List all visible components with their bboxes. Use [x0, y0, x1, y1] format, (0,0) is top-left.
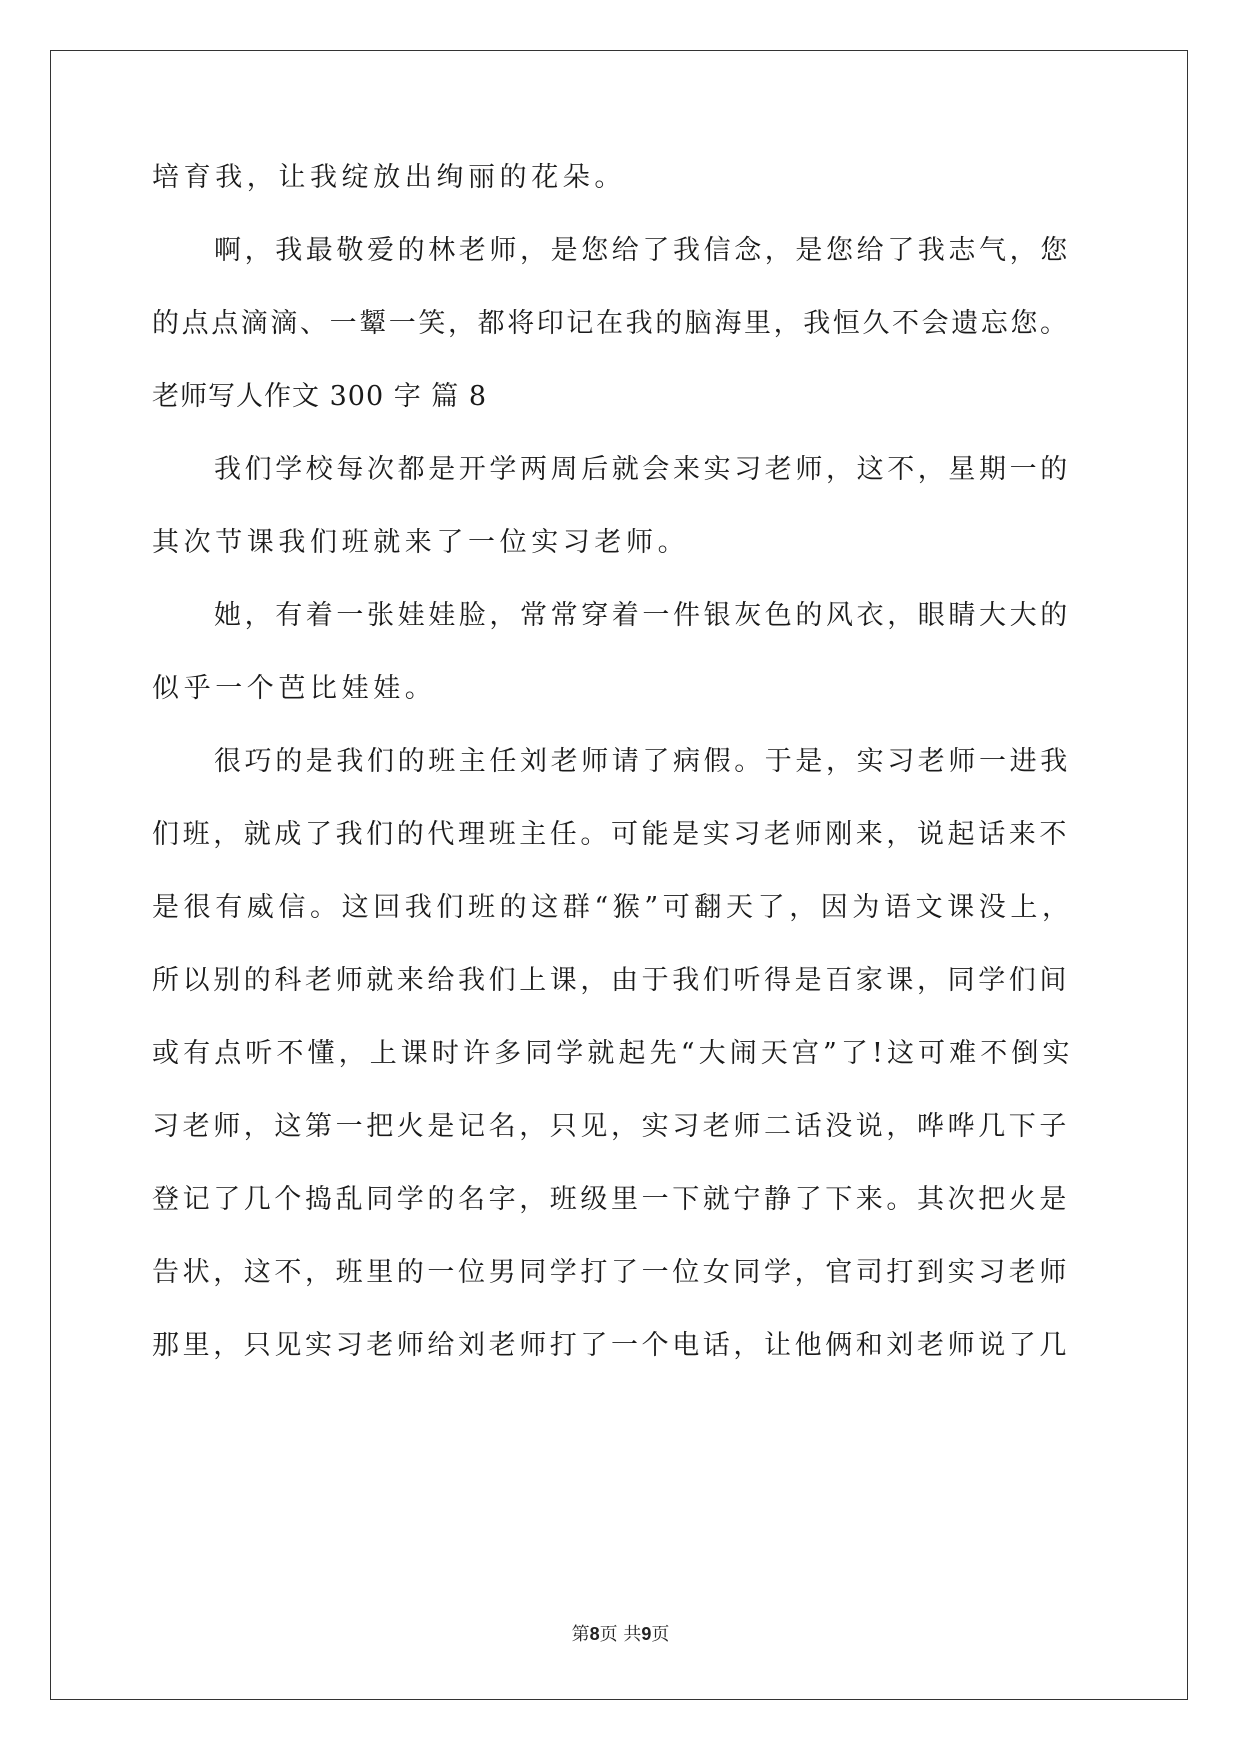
text-line: 的点点滴滴、一颦一笑，都将印记在我的脑海里，我恒久不会遗忘您。 — [152, 308, 1070, 339]
text-line: 培育我，让我绽放出绚丽的花朵。 — [152, 162, 626, 193]
page-total: 9 — [641, 1624, 652, 1644]
page-prefix: 第 — [571, 1624, 590, 1645]
text-line: 习老师，这第一把火是记名，只见，实习老师二话没说，哗哗几下子 — [152, 1111, 1070, 1142]
text-line: 我们学校每次都是开学两周后就会来实习老师，这不，星期一的 — [214, 454, 1071, 485]
page-border — [50, 50, 1188, 1700]
text-line: 很巧的是我们的班主任刘老师请了病假。于是，实习老师一进我 — [214, 746, 1071, 777]
text-line: 告状，这不，班里的一位男同学打了一位女同学，官司打到实习老师 — [152, 1257, 1070, 1288]
page-mid: 页 共 — [599, 1624, 642, 1645]
text-line: 那里，只见实习老师给刘老师打了一个电话，让他俩和刘老师说了几 — [152, 1330, 1070, 1361]
text-line: 登记了几个捣乱同学的名字，班级里一下就宁静了下来。其次把火是 — [152, 1184, 1070, 1215]
section-heading: 老师写人作文 300 字 篇 8 — [152, 381, 488, 412]
text-line: 其次节课我们班就来了一位实习老师。 — [152, 527, 690, 558]
text-line: 或有点听不懂，上课时许多同学就起先“大闹天宫”了!这可难不倒实 — [152, 1038, 1074, 1069]
text-line: 她，有着一张娃娃脸，常常穿着一件银灰色的风衣，眼睛大大的 — [214, 600, 1071, 631]
text-line: 似乎一个芭比娃娃。 — [152, 673, 437, 704]
text-line: 是很有威信。这回我们班的这群“猴”可翻天了，因为语文课没上， — [152, 892, 1074, 923]
text-line: 所以别的科老师就来给我们上课，由于我们听得是百家课，同学们间 — [152, 965, 1070, 996]
page-footer — [0, 1620, 1241, 1646]
text-line: 啊，我最敬爱的林老师，是您给了我信念，是您给了我志气，您 — [214, 235, 1071, 266]
page-suffix: 页 — [651, 1624, 670, 1645]
page-current: 8 — [589, 1624, 600, 1644]
text-line: 们班，就成了我们的代理班主任。可能是实习老师刚来，说起话来不 — [152, 819, 1070, 850]
